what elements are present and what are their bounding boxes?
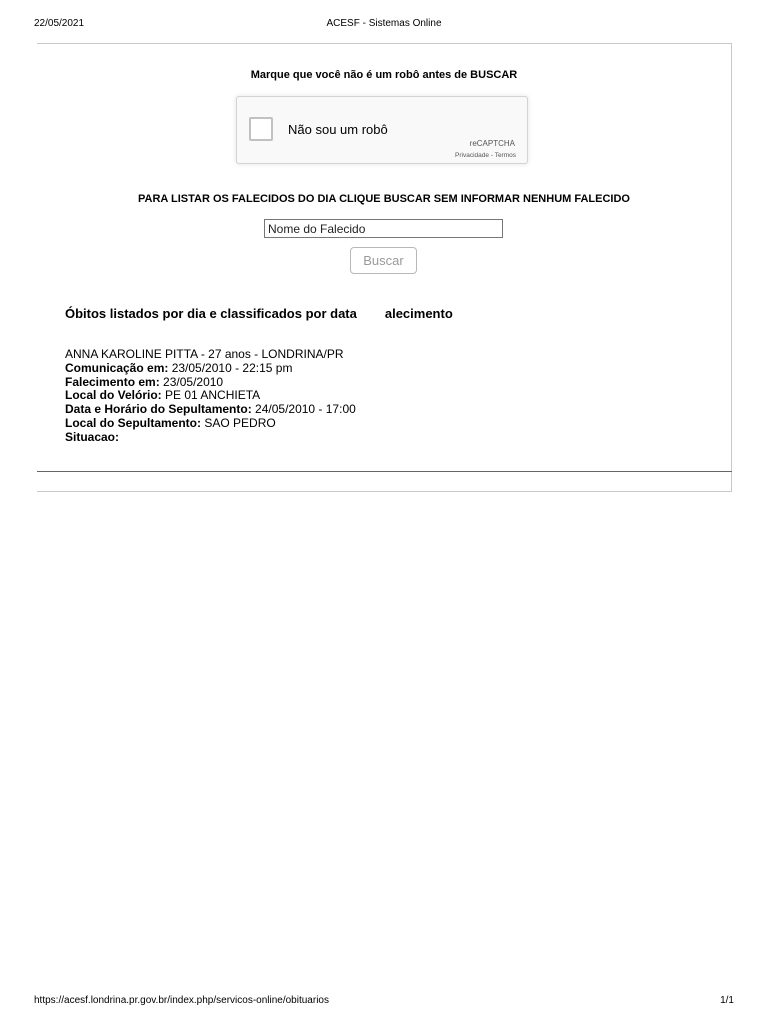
record-velorio (65, 389, 356, 403)
print-header-date: 22/05/2021 (34, 18, 85, 29)
record-situacao (65, 431, 356, 445)
print-footer-url: https://acesf.londrina.pr.gov.br/index.php/servicos-online/obituarios (34, 995, 329, 1006)
local-sepultamento-label: Local do Sepultamento: (65, 415, 202, 430)
captcha-instruction: Marque que você não é um robô antes de BUSCAR (250, 69, 518, 81)
recaptcha-privacy-link[interactable]: Privacidade (455, 152, 490, 159)
sepultamento-value: 24/05/2010 - 17:00 (251, 402, 356, 417)
content-frame-bottom-border (37, 491, 732, 492)
recaptcha-label: Não sou um robô (288, 122, 388, 137)
velorio-value: PE 01 ANCHIETA (161, 388, 261, 403)
record-falecimento (65, 376, 356, 390)
falecimento-label: Falecimento em: (65, 374, 160, 389)
record-header: ANNA KAROLINE PITTA - 27 anos - LONDRINA/PR (65, 347, 344, 361)
comunicacao-value: 23/05/2010 - 22:15 pm (168, 360, 293, 375)
list-instruction: PARA LISTAR OS FALECIDOS DO DIA CLIQUE BUSCAR SEM INFORMAR NENHUM FALECIDO (138, 193, 630, 205)
recaptcha-checkbox[interactable] (249, 117, 273, 141)
velorio-label: Local do Velório: (65, 388, 162, 403)
situacao-label: Situacao: (65, 429, 120, 444)
recaptcha-terms-link[interactable]: Termos (494, 152, 516, 159)
recaptcha-widget (236, 96, 528, 164)
results-divider (37, 471, 732, 472)
obituary-record (65, 348, 356, 445)
record-comunicacao (65, 362, 356, 376)
record-local-sepultamento (65, 417, 356, 431)
deceased-name-input[interactable] (264, 219, 503, 238)
record-sepultamento (65, 403, 356, 417)
print-header-title: ACESF - Sistemas Online (326, 18, 442, 29)
sepultamento-label: Data e Horário do Sepultamento: (65, 402, 252, 417)
local-sepultamento-value: SAO PEDRO (201, 415, 276, 430)
recaptcha-link-separator: - (489, 152, 495, 159)
search-button[interactable]: Buscar (350, 247, 417, 274)
falecimento-value: 23/05/2010 (159, 374, 224, 389)
comunicacao-label: Comunicação em: (65, 360, 169, 375)
results-title-part1: Óbitos listados por dia e classificados por data (65, 306, 357, 321)
results-title (65, 306, 453, 321)
print-footer-page: 1/1 (720, 995, 734, 1006)
recaptcha-links (455, 152, 516, 159)
results-title-part2: alecimento (384, 306, 453, 321)
recaptcha-brand: reCAPTCHA (469, 139, 515, 148)
